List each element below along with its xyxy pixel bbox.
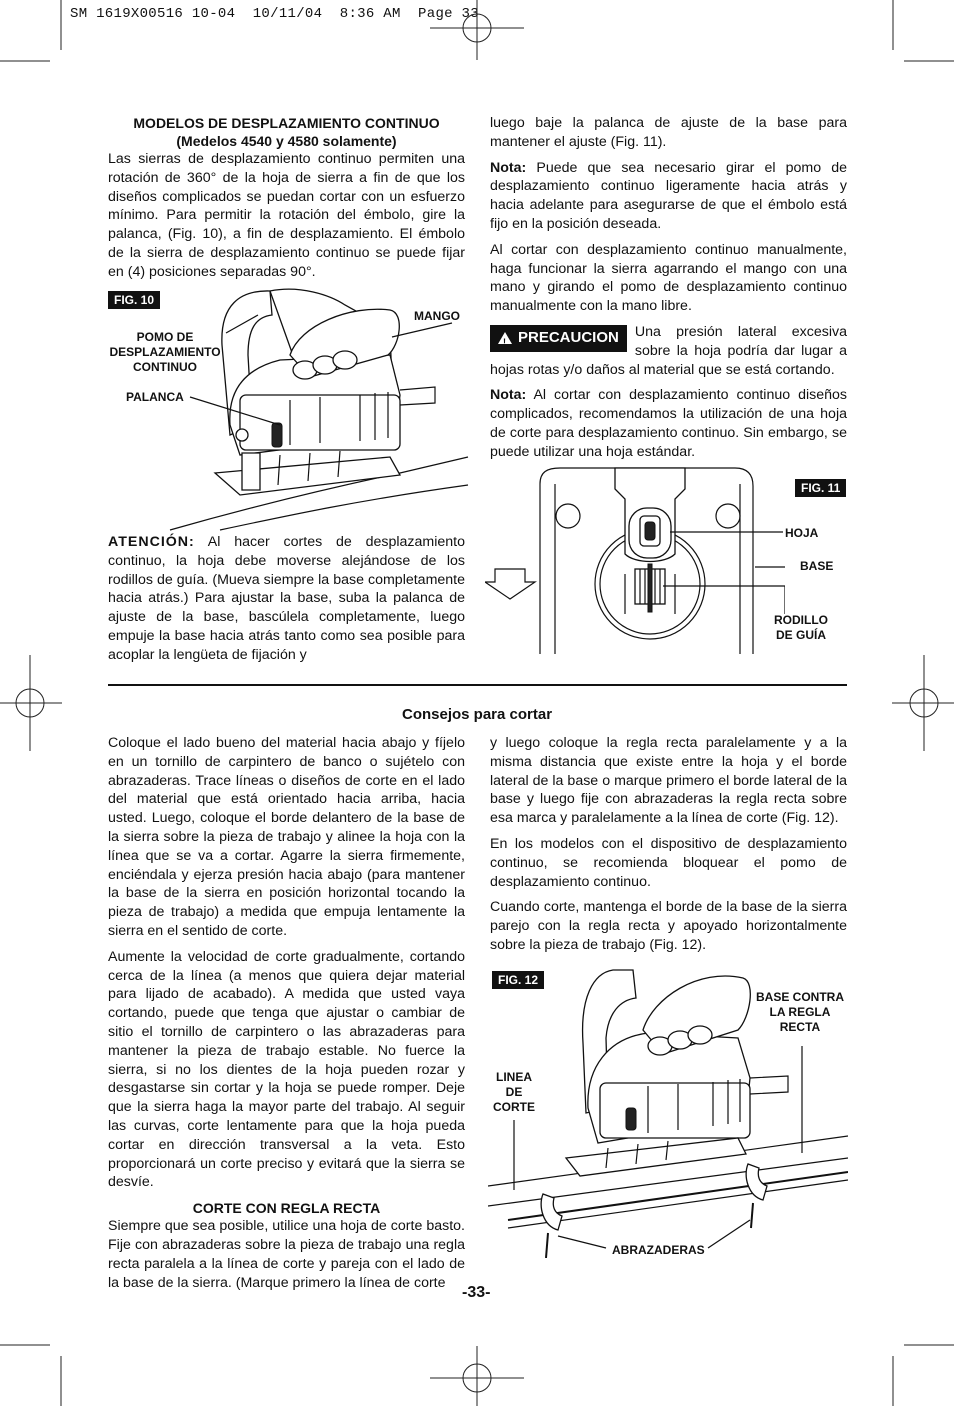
attention-label: ATENCIÓN: (108, 534, 195, 550)
note-text: Al cortar con desplazamiento continuo diseños complicados, recomendamos la utilización de una hoja de corte para desplazamiento continuo. Sin embargo, se puede utilizar una hoja estándar. (490, 387, 847, 460)
section-divider (108, 684, 847, 686)
right-top-column (490, 114, 847, 469)
figure-label-rodillo: RODILLO DE GUÍA (774, 613, 828, 642)
paragraph: y luego coloque la regla recta paralelamente y a la misma distancia que existe entre la hoja y el borde lateral de la base o marque primero el borde lateral de la base y luego fije con abrazaderas la regla recta sobre esa marca y paralelamente a la línea de corte (Fig. 12). (490, 735, 847, 827)
figure-badge: FIG. 12 (492, 971, 544, 989)
figure-label-hoja: HOJA (785, 526, 819, 540)
page-number: -33- (462, 1284, 491, 1301)
paragraph: Aumente la velocidad de corte gradualmente, cortando cerca de la línea (a menos que quiera dejar material para lijado de acabado). A medida que usted vaya cortando, puede que tenga que ajustar o cambiar de sitio el tornillo de carpintero o las abrazaderas para mantener la pieza de trabajo estable. No fuerce la sierra, si no los dientes de la hoja pueden rozar y desgastarse sin cortar y la hoja se puede romper. Deje que la sierra haga la mayor parte del trabajo. Al seguir las curvas, corte lentamente para que la hoja pueda cortar en dirección transversal a la veta. Esto proporcionará un corte preciso y evitará que la sierra se desvíe. (108, 948, 465, 1191)
jigsaw-illustration-fig10 (160, 285, 470, 535)
figure-label-palanca: PALANCA (126, 390, 184, 404)
figure-badge: FIG. 10 (108, 291, 160, 309)
note-text: Puede que sea necesario girar el pomo de desplazamiento continuo ligeramente hacia atrás y hacia adelante para asegurarse de que el émbolo está fijo en la posición deseada. (490, 159, 847, 232)
registration-mark-right (892, 655, 954, 751)
paragraph: Al cortar con desplazamiento continuo manualmente, haga funcionar la sierra agarrando el mango con una mano y girando el pomo de desplazamiento continuo manualmente con la mano libre. (490, 241, 847, 315)
section-heading: MODELOS DE DESPLAZAMIENTO CONTINUO (133, 115, 440, 131)
warning-triangle-icon: ! (498, 332, 512, 344)
paragraph: luego baje la palanca de ajuste de la base para mantener el ajuste (Fig. 11). (490, 115, 847, 150)
attention-text: Al hacer cortes de desplazamiento continuo, la hoja debe moverse alejándose de los rodillos de guía. (Mueva siempre la base completamente hacia atrás.) Para ajustar la base, suba la palanca de ajuste de la base, bascúlela completamente, luego empuje la base hacia atrás tanto como sea posible para acoplar la lengüeta de fijación y (108, 534, 465, 663)
registration-mark-bottom (430, 1346, 524, 1406)
note-label: Nota: (490, 387, 527, 404)
caution-block (490, 323, 847, 379)
paragraph: Las sierras de desplazamiento continuo permiten una rotación de 360° de la hoja de sierra a fin de que los diseños complicados se puedan cortar con un esfuerzo mínimo. Para permitir la rotación del émbolo, gire la palanca, (Fig. 10), a fin de desplazamiento. El émbolo de la sierra de desplazamiento continuo se puede fijar en (4) posiciones separadas 90°. (108, 151, 465, 280)
caution-badge (490, 325, 627, 352)
section-subheading: (Medelos 4540 y 4580 solamente) (176, 133, 397, 149)
paragraph: En los modelos con el dispositivo de desplazamiento continuo, se recomienda bloquear el pomo de desplazamiento continuo. (490, 835, 847, 890)
registration-mark-left (0, 655, 62, 751)
paragraph: Coloque el lado bueno del material hacia abajo y fíjelo en un tornillo de carpintero de banco o sujételo con abrazaderas. Trace líneas o diseños de corte en el lado del material que está orientado hacia arriba, hacia usted. Luego, coloque el borde delantero de la base de la sierra sobre la pieza de trabajo y alinee la hoja con la línea que se va a cortar. Agarre la sierra firmemente, enciéndala y ejerza presión hacia abajo (para mantener la base de la sierra en posición horizontal tocando la pieza de trabajo) a medida que empuja lentamente la sierra en el sentido de corte. (108, 735, 465, 939)
figure-badge: FIG. 11 (795, 479, 846, 497)
attention-note (108, 533, 465, 665)
paragraph: Siempre que sea posible, utilice una hoja de corte basto. Fije con abrazaderas sobre la pieza de trabajo una regla recta paralela a la línea de corte y pareja con el lado de la base de la sierra. (Marque primero la línea de corte (108, 1218, 465, 1291)
print-header: SM 1619X00516 10-04 10/11/04 8:36 AM Page 33 (70, 6, 479, 22)
left-bottom-column (108, 734, 465, 1299)
figure-label-mango: MANGO (414, 309, 460, 323)
figure-label-linea: LINEA DE CORTE (493, 1070, 535, 1114)
left-top-column (108, 114, 465, 289)
registration-mark-top (430, 0, 524, 60)
base-illustration-fig11 (485, 464, 785, 654)
section-title: Consejos para cortar (402, 706, 553, 723)
figure-label-base: BASE (800, 559, 834, 573)
figure-label-pomo: POMO DE DESPLAZAMIENTO CONTINUO (109, 330, 221, 374)
figure-label-abrazaderas: ABRAZADERAS (612, 1243, 705, 1257)
caution-text: Una presión lateral excesiva sobre la hoja podría dar lugar a hojas rotas y/o daños al material que se está cortando. (490, 323, 847, 378)
subheading: CORTE CON REGLA RECTA (192, 1200, 381, 1217)
right-bottom-column (490, 734, 847, 962)
jigsaw-with-straightedge-fig12 (488, 958, 848, 1258)
caution-label: PRECAUCION (518, 328, 619, 346)
figure-label-base-regla: BASE CONTRA LA REGLA RECTA (755, 990, 844, 1034)
paragraph: Cuando corte, mantenga el borde de la base de la sierra parejo con la regla recta y apoyado horizontalmente sobre la pieza de trabajo (Fig. 12). (490, 899, 847, 953)
note-label: Nota: (490, 159, 527, 176)
